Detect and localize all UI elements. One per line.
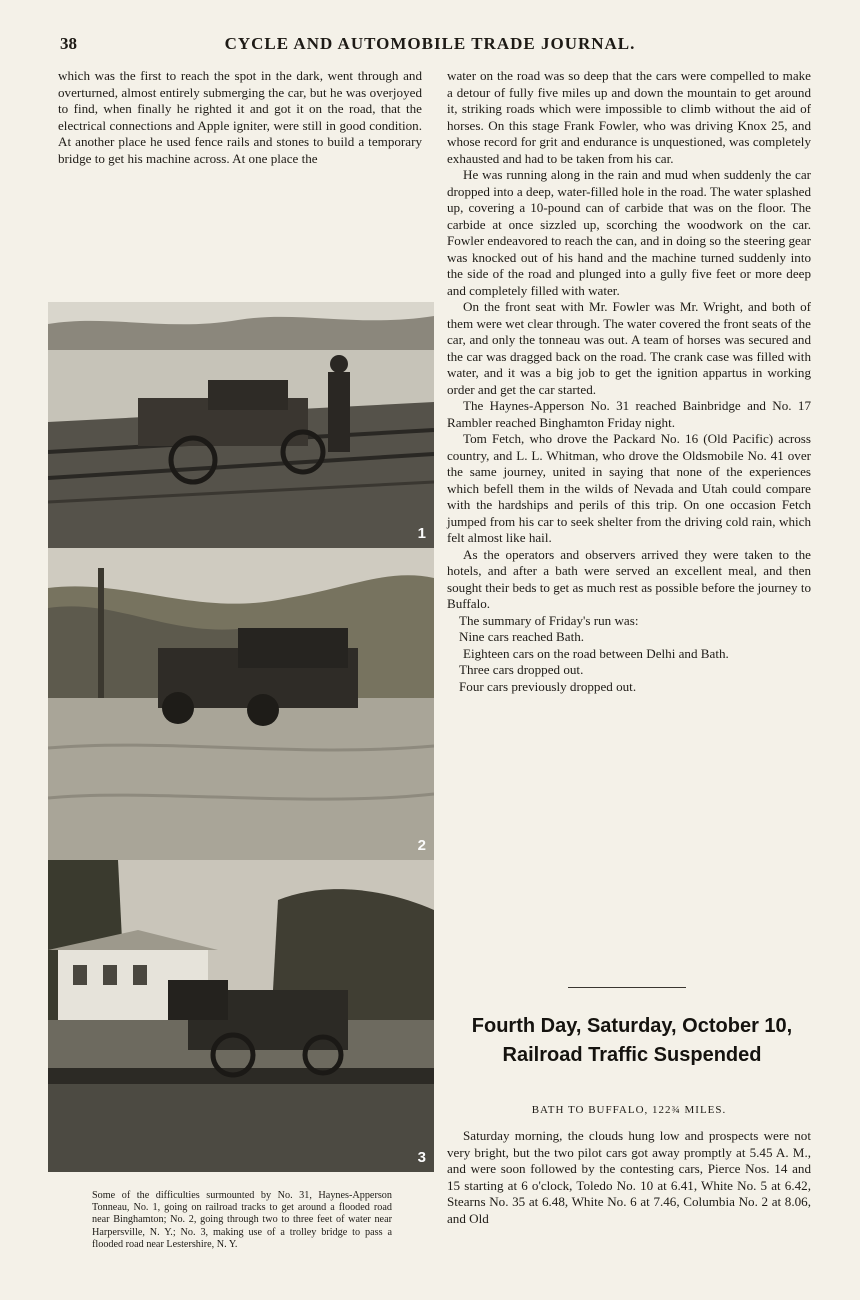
right-column-text	[447, 68, 811, 695]
right-paragraph-2: He was running along in the rain and mud when suddenly the car dropped into a deep, water-filled hole in the road. The water splashed up, covering a 10-pound can of carbide that was on the floor. The carbide at once sizzled up, scorching the woodwork on the car. Fowler endeavored to reach the can, and in doing so the steering gear was knocked out of his hand and the machine turned suddenly into the side of the road and plunged into a gully five feet or more deep and completely filled with water.	[447, 167, 811, 298]
photo-trolley-bridge	[48, 860, 434, 1172]
right-paragraph-5: Tom Fetch, who drove the Packard No. 16 (Old Pacific) across country, and L. L. Whitman, who drove the Oldsmobile No. 41 over the same journey, united in saying that none of the experiences which befell them in the wilds of Nevada and Utah could compare with the hardships and perils of this trip. On one occasion Fetch jumped from his car to seek shelter from the driving cold rain, which felt almost like hail.	[447, 431, 811, 545]
summary-item-3: Three cars dropped out.	[459, 662, 584, 677]
photo-flooded-road-image	[48, 548, 434, 860]
right-paragraph-1: water on the road was so deep that the cars were compelled to make a detour of fully five miles up and down the mountain to get around it, striking roads which were impossible to climb without the aid of horses. On this stage Frank Fowler, who was driving Knox 25, and whose record for grit and endurance is unquestioned, was completely exhausted and had to be taken from his car.	[447, 68, 811, 166]
summary-intro: The summary of Friday's run was:	[459, 612, 639, 628]
photo-flooded-road	[48, 548, 434, 860]
photo-number-2: 2	[417, 837, 426, 854]
right-paragraph-6: As the operators and observers arrived they were taken to the hotels, and after a bath were served an excellent meal, and then sought their beds to get as much rest as possible before the journey to Buffalo.	[447, 546, 811, 611]
section-subhead: BATH TO BUFFALO, 122¾ MILES.	[531, 1104, 727, 1116]
section-divider	[568, 987, 686, 988]
page-header	[60, 34, 800, 58]
summary-item-2: Eighteen cars on the road between Delhi and Bath.	[463, 645, 729, 661]
page-number: 38	[60, 34, 77, 53]
section-headline: Fourth Day, Saturday, October 10, Railroad Traffic Suspended	[471, 1015, 793, 1066]
photo-trolley-bridge-image	[48, 860, 434, 1172]
summary-item-1: Nine cars reached Bath.	[459, 629, 585, 644]
photo-number-1: 1	[417, 525, 426, 542]
right-lower-text	[447, 1128, 811, 1227]
photo-caption: Some of the difficulties surmounted by No. 31, Haynes-Apperson Tonneau, No. 1, going on railroad tracks to get around a flooded road near Binghamton; No. 2, going through two to three feet of water near Harpersville, N. Y.; No. 3, making use of a trolley bridge to pass a flooded road near Lestershire, N. Y.	[92, 1190, 392, 1250]
left-paragraph: which was the first to reach the spot in the dark, went through and overturned, almost entirely submerging the car, but he was overjoyed to find, when finally he righted it and got it on the road, that the electrical connections and Apple igniter, were still in good condition. At another place he used fence rails and stones to build a temporary bridge to get his machine across. At one place the	[58, 68, 422, 166]
photo-railroad-tracks-image	[48, 302, 434, 548]
photo-railroad-tracks	[48, 302, 434, 548]
photo-number-3: 3	[417, 1149, 426, 1166]
left-column-text	[58, 68, 422, 167]
right-paragraph-4: The Haynes-Apperson No. 31 reached Bainbridge and No. 17 Rambler reached Binghamton Friday night.	[447, 398, 811, 430]
right-paragraph-3: On the front seat with Mr. Fowler was Mr. Wright, and both of them were wet clear through. The water covered the front seats of the car, and only the tonneau was out. A team of horses was secured and the car was dragged back on the road. The crank case was filled with water, and it was a big job to get the ignition appartus in working order and get the car started.	[447, 299, 811, 397]
journal-title: CYCLE AND AUTOMOBILE TRADE JOURNAL.	[224, 34, 636, 53]
summary-item-4: Four cars previously dropped out.	[459, 678, 637, 694]
final-paragraph: Saturday morning, the clouds hung low and prospects were not very bright, but the two pilot cars got away promptly at 5.45 A. M., and were soon followed by the contesting cars, Pierce Nos. 14 and 15 starting at 6 o'clock, Toledo No. 10 at 6.41, White No. 5 at 6.42, Stearns No. 35 at 6.48, White No. 6 at 7.46, Columbia No. 2 at 8.06, and Old	[447, 1128, 811, 1226]
